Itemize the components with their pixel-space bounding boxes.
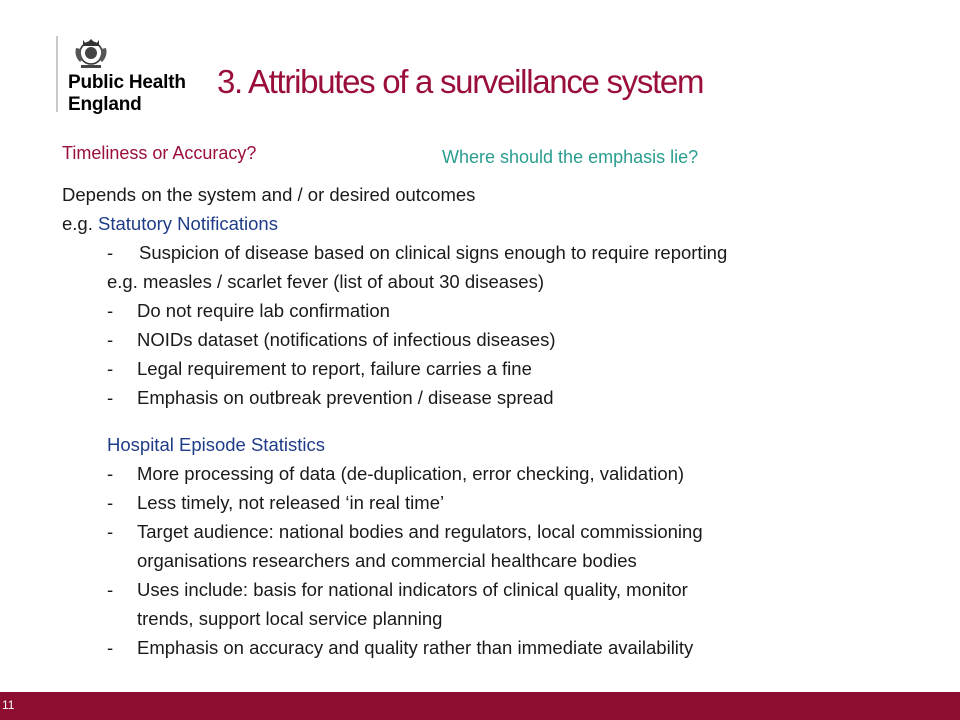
- bullet-text: NOIDs dataset (notifications of infectious diseases): [137, 329, 556, 350]
- section-gap: [62, 412, 942, 430]
- dash-marker: -: [107, 329, 114, 350]
- phe-logo-text: [68, 72, 186, 116]
- hes-bullet-4: [62, 633, 942, 662]
- logo-line-1: Public Health: [68, 72, 186, 93]
- page-number: 11: [2, 698, 15, 712]
- hes-bullet-1: [62, 488, 942, 517]
- statutory-bullet-3: [62, 354, 942, 383]
- dash-marker: -: [107, 300, 114, 321]
- hes-bullet-3-cont: trends, support local service planning: [137, 608, 443, 629]
- bullet-text: Emphasis on outbreak prevention / disease spread: [137, 387, 554, 408]
- eg-prefix: e.g.: [62, 213, 98, 234]
- dash-marker: -: [107, 492, 114, 513]
- dash-marker: -: [107, 579, 114, 600]
- dash-marker: -: [107, 358, 114, 379]
- royal-crest-icon: [73, 36, 109, 70]
- statutory-bullet-0: [62, 238, 942, 267]
- bullet-text: Suspicion of disease based on clinical signs enough to require reporting: [139, 242, 728, 263]
- dash-marker: -: [107, 242, 114, 263]
- question-left: Timeliness or Accuracy?: [62, 143, 257, 163]
- depends-line: Depends on the system and / or desired outcomes: [62, 184, 476, 205]
- dash-marker: -: [107, 463, 114, 484]
- logo-line-2: England: [68, 94, 142, 115]
- question-right: Where should the emphasis lie?: [442, 147, 699, 167]
- bullet-text: Do not require lab confirmation: [137, 300, 390, 321]
- slide-body: [62, 180, 942, 662]
- statutory-bullet-4: [62, 383, 942, 412]
- dash-marker: -: [107, 521, 114, 542]
- bullet-text: Emphasis on accuracy and quality rather than immediate availability: [137, 637, 694, 658]
- slide-title: 3. Attributes of a surveillance system: [217, 63, 704, 100]
- hes-heading: Hospital Episode Statistics: [107, 434, 325, 455]
- hes-bullet-3: [62, 575, 942, 604]
- statutory-notifications-label: Statutory Notifications: [98, 213, 278, 234]
- bullet-text: Target audience: national bodies and regulators, local commissioning: [137, 521, 703, 542]
- bullet-text: Less timely, not released ‘in real time’: [137, 492, 445, 513]
- statutory-bullet-1: [62, 296, 942, 325]
- hes-bullet-2: [62, 517, 942, 546]
- hes-bullet-2-cont: organisations researchers and commercial healthcare bodies: [137, 550, 637, 571]
- bullet-text: Uses include: basis for national indicators of clinical quality, monitor: [137, 579, 688, 600]
- statutory-bullet-2: [62, 325, 942, 354]
- bullet-text: Legal requirement to report, failure carries a fine: [137, 358, 532, 379]
- footer-bar: [0, 692, 960, 720]
- bullet-text: More processing of data (de-duplication, error checking, validation): [137, 463, 685, 484]
- statutory-example: e.g. measles / scarlet fever (list of about 30 diseases): [107, 271, 545, 292]
- hes-bullet-0: [62, 459, 942, 488]
- logo-divider: [56, 36, 58, 112]
- dash-marker: -: [107, 387, 114, 408]
- eg-line: [62, 209, 942, 238]
- dash-marker: -: [107, 637, 114, 658]
